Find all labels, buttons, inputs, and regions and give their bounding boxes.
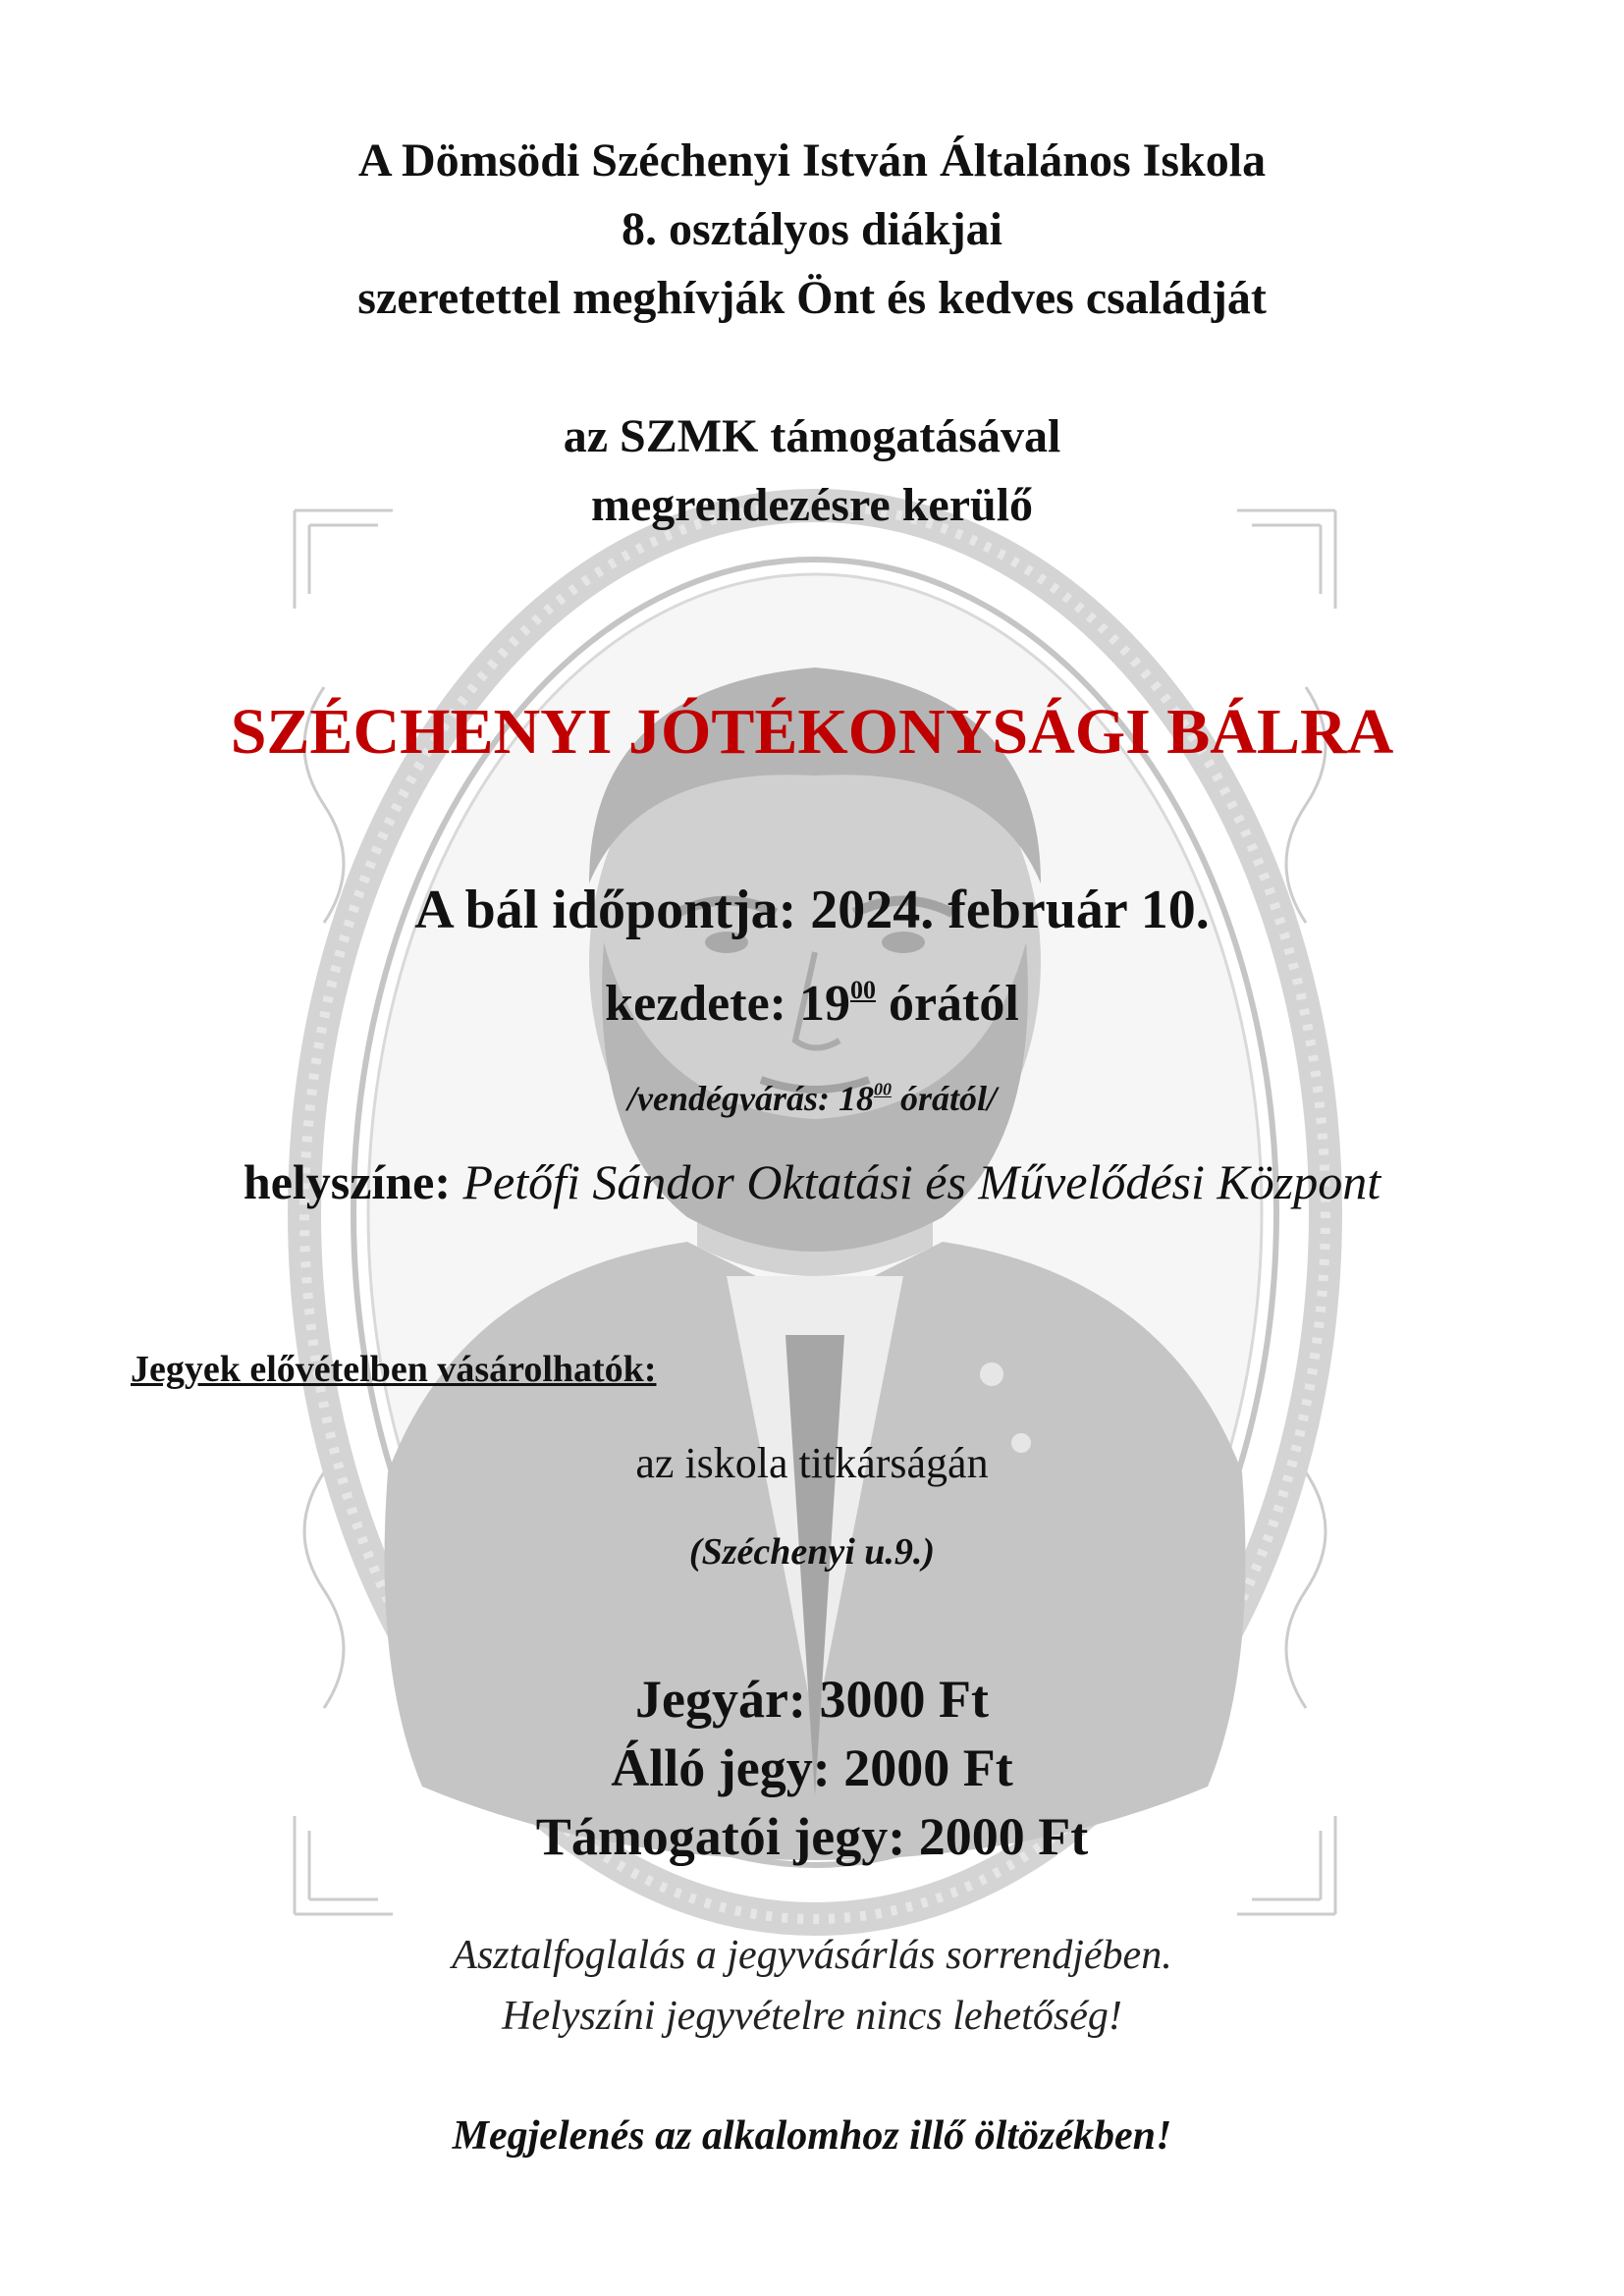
invite-line: szeretettel meghívják Önt és kedves családját (357, 272, 1267, 324)
tickets-place: az iskola titkárságán (635, 1439, 989, 1487)
event-start (0, 975, 1624, 1033)
tickets-heading: Jegyek elővételben vásárolhatók: (131, 1349, 657, 1390)
guest-minutes: 00 (873, 1079, 892, 1099)
start-suffix: órától (875, 976, 1019, 1032)
event-venue (0, 1153, 1624, 1210)
start-prefix: kezdete: 19 (605, 976, 850, 1032)
guest-arrival (0, 1078, 1624, 1119)
note-dress-code: Megjelenés az alkalomhoz illő öltözékben! (452, 2113, 1172, 2159)
start-minutes: 00 (849, 975, 876, 1004)
support-line: az SZMK támogatásával (563, 410, 1061, 462)
event-title: SZÉCHENYI JÓTÉKONYSÁGI BÁLRA (230, 696, 1394, 768)
school-line: A Dömsödi Széchenyi István Általános Iskola (357, 134, 1267, 187)
note-table-booking: Asztalfoglalás a jegyvásárlás sorrendjében. (452, 1933, 1172, 1978)
venue-label: helyszíne: (243, 1154, 451, 1209)
venue-name: Petőfi Sándor Oktatási és Művelődési Központ (462, 1154, 1381, 1209)
guest-suffix: órától/ (891, 1079, 997, 1118)
class-line: 8. osztályos diákjai (621, 203, 1003, 255)
price-standing: Álló jegy: 2000 Ft (611, 1738, 1013, 1797)
guest-prefix: /vendégvárás: 18 (627, 1079, 874, 1118)
note-no-onsite: Helyszíni jegyvételre nincs lehetőség! (502, 1994, 1122, 2039)
organized-line: megrendezésre kerülő (590, 479, 1034, 531)
price-regular: Jegyár: 3000 Ft (635, 1670, 989, 1729)
event-date: A bál időpontja: 2024. február 10. (414, 880, 1210, 940)
tickets-address: (Széchenyi u.9.) (688, 1531, 936, 1573)
price-supporter: Támogatói jegy: 2000 Ft (535, 1807, 1089, 1866)
